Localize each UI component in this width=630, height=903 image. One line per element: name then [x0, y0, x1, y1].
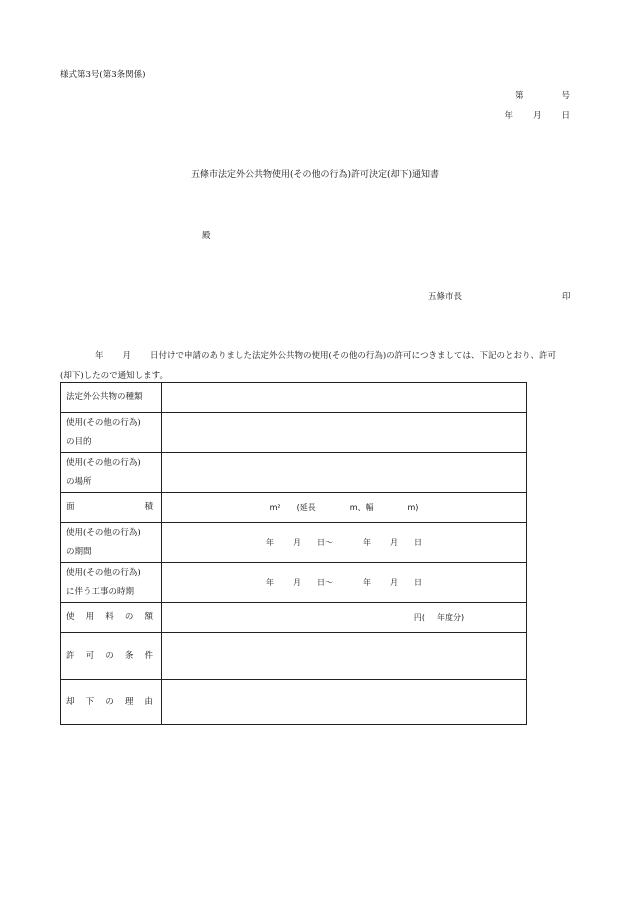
table-row-conditions: [61, 633, 527, 680]
body-year: 年: [95, 351, 104, 361]
period-start-year: 年: [266, 538, 274, 547]
date-month: 月: [532, 111, 542, 121]
works-label-line-2: に伴う工事の時期: [66, 586, 135, 597]
document-number-line: [515, 89, 570, 101]
table-row-reason: [61, 680, 527, 725]
table-row-area: [61, 493, 527, 523]
area-length: (延長: [296, 503, 316, 512]
table-row-purpose: [61, 413, 527, 453]
period-start-day: 日～: [317, 538, 333, 547]
period-end-year: 年: [363, 538, 371, 547]
number-suffix: 号: [561, 91, 570, 101]
number-prefix: 第: [514, 91, 524, 101]
table-row-place: [61, 453, 527, 493]
table-row-period: [61, 523, 527, 563]
works-end-day: 日: [414, 578, 422, 587]
permit-details-table: [60, 382, 527, 725]
fee-value: [162, 603, 527, 633]
conditions-value: [162, 633, 527, 680]
fee-yen: 円(: [413, 613, 425, 622]
area-close: m): [407, 503, 419, 512]
date-day: 日: [561, 111, 570, 121]
works-label: [61, 563, 162, 603]
fee-label: 使用料の額: [61, 603, 162, 633]
period-label-line-1: 使用(その他の行為): [66, 527, 141, 538]
form-number-label: 様式第3号(第3条関係): [60, 70, 146, 80]
period-value: [162, 523, 527, 563]
purpose-label-line-1: 使用(その他の行為): [66, 417, 141, 428]
place-label-line-1: 使用(その他の行為): [66, 457, 141, 468]
body-month: 月: [122, 351, 132, 361]
type-label: 法定外公共物の種類: [61, 383, 162, 413]
period-end-day: 日: [414, 538, 422, 547]
place-label-line-2: の場所: [66, 476, 92, 487]
issue-date-line: [504, 109, 570, 121]
area-label: 面 積: [61, 493, 162, 523]
works-end-year: 年: [363, 578, 371, 587]
fee-fiscal-year: 年度分): [437, 613, 465, 622]
area-width: m、幅: [349, 503, 374, 512]
type-value: [162, 383, 527, 413]
works-end-month: 月: [390, 578, 398, 587]
date-year: 年: [504, 111, 513, 121]
place-label: [61, 453, 162, 493]
area-unit: m²: [269, 503, 281, 512]
table-row-type: [61, 383, 527, 413]
body-text-line-2: (却下)したので通知します。: [60, 371, 168, 381]
period-label: [61, 523, 162, 563]
works-start-month: 月: [293, 578, 301, 587]
works-start-year: 年: [266, 578, 274, 587]
purpose-label: [61, 413, 162, 453]
document-title: 五條市法定外公共物使用(その他の行為)許可決定(却下)通知書: [190, 170, 440, 180]
works-label-line-1: 使用(その他の行為): [66, 567, 141, 578]
area-value: [162, 493, 527, 523]
conditions-label: 許可の条件: [61, 633, 162, 680]
seal-mark: 印: [562, 292, 571, 302]
period-start-month: 月: [293, 538, 301, 547]
reason-value: [162, 680, 527, 725]
body-text-line-1: [95, 349, 556, 361]
purpose-label-line-2: の目的: [66, 436, 92, 447]
table-row-fee: [61, 603, 527, 633]
body-text: 日付けで申請のありました法定外公共物の使用(その他の行為)の許可につきましては、下記のとおり、許可: [150, 351, 556, 361]
table-row-works: [61, 563, 527, 603]
place-value: [162, 453, 527, 493]
addressee-honorific: 殿: [202, 231, 211, 241]
period-end-month: 月: [390, 538, 398, 547]
sender-name: 五條市長: [428, 292, 463, 302]
reason-label: 却下の理由: [61, 680, 162, 725]
purpose-value: [162, 413, 527, 453]
works-value: [162, 563, 527, 603]
period-label-line-2: の期間: [66, 546, 92, 557]
works-start-day: 日～: [317, 578, 333, 587]
